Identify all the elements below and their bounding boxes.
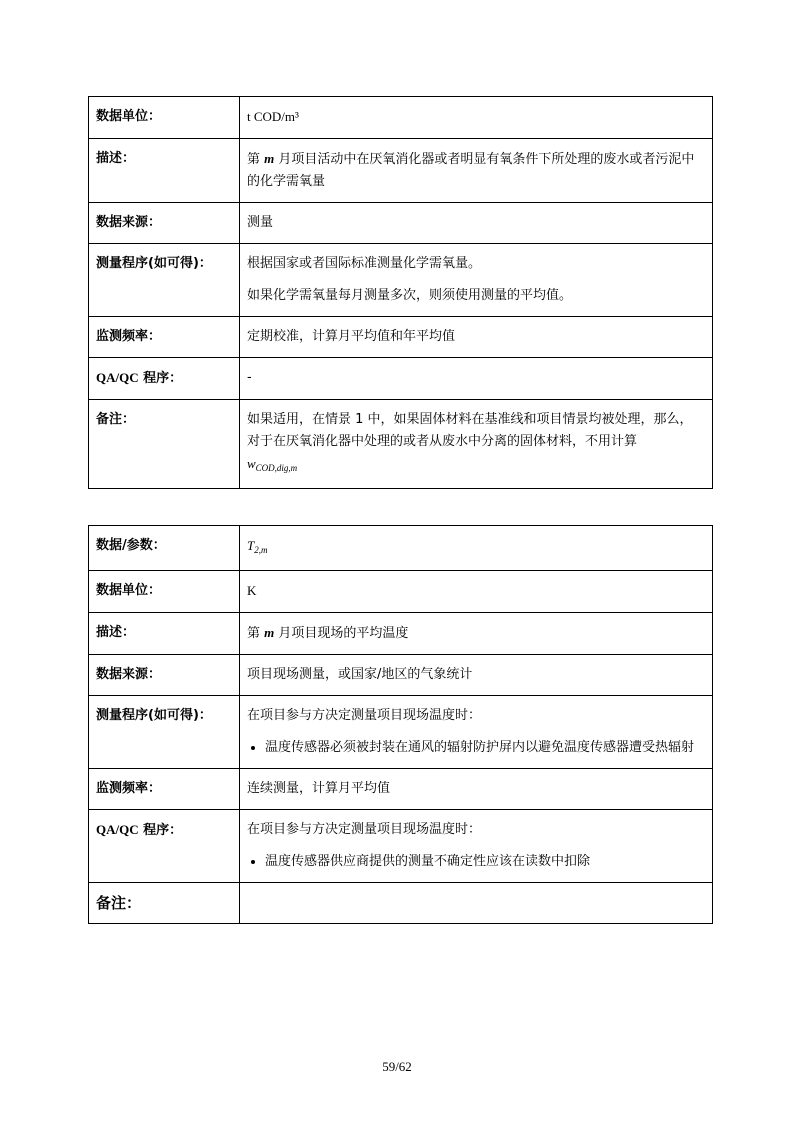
parameter-table-temperature (88, 525, 713, 924)
value-description: 第 m 月项目现场的平均温度 (240, 613, 713, 655)
label-measurement-procedure: 测量程序(如可得)： (89, 696, 240, 769)
procedure-bullet: • 温度传感器必须被封装在通风的辐射防护屏内以避免温度传感器遭受热辐射 (265, 737, 705, 759)
label-data-unit: 数据单位： (89, 97, 240, 139)
row-remarks (89, 883, 713, 924)
row-data-source (89, 203, 713, 244)
row-remarks (89, 400, 713, 489)
value-data-unit: t COD/m³ (240, 97, 713, 139)
row-monitoring-frequency (89, 769, 713, 810)
value-monitoring-frequency: 连续测量，计算月平均值 (240, 769, 713, 810)
value-data-source: 测量 (240, 203, 713, 244)
qa-qc-bullet-list (247, 851, 705, 873)
label-monitoring-frequency: 监测频率： (89, 769, 240, 810)
value-data-source: 项目现场测量，或国家/地区的气象统计 (240, 655, 713, 696)
row-measurement-procedure (89, 696, 713, 769)
qa-qc-bullet: • 温度传感器供应商提供的测量不确定性应该在读数中扣除 (265, 851, 705, 873)
row-data-parameter (89, 526, 713, 571)
procedure-line-1: 根据国家或者国际标准测量化学需氧量。 (247, 256, 482, 271)
label-data-source: 数据来源： (89, 203, 240, 244)
value-data-unit: K (240, 571, 713, 613)
label-measurement-procedure: 测量程序(如可得)： (89, 244, 240, 317)
procedure-bullet-list (247, 737, 705, 759)
label-remarks: 备注： (89, 400, 240, 489)
label-remarks: 备注： (89, 883, 240, 924)
label-qa-qc: QA/QC 程序： (89, 810, 240, 883)
label-data-source: 数据来源： (89, 655, 240, 696)
row-qa-qc (89, 810, 713, 883)
value-measurement-procedure (240, 696, 713, 769)
label-monitoring-frequency: 监测频率： (89, 317, 240, 358)
label-qa-qc: QA/QC 程序： (89, 358, 240, 400)
row-monitoring-frequency (89, 317, 713, 358)
label-description: 描述： (89, 613, 240, 655)
row-data-unit (89, 571, 713, 613)
label-data-unit: 数据单位： (89, 571, 240, 613)
page-number: 59/62 (382, 1059, 412, 1074)
label-data-parameter: 数据/参数： (89, 526, 240, 571)
value-data-parameter: $T_{2,m}$ (240, 526, 713, 571)
value-description: 第 m 月项目活动中在厌氧消化器或者明显有氧条件下所处理的废水或者污泥中的化学需氧量 (240, 139, 713, 203)
qa-qc-intro: 在项目参与方决定测量项目现场温度时： (247, 822, 482, 837)
value-monitoring-frequency: 定期校准，计算月平均值和年平均值 (240, 317, 713, 358)
value-measurement-procedure (240, 244, 713, 317)
row-measurement-procedure (89, 244, 713, 317)
row-data-source (89, 655, 713, 696)
row-qa-qc (89, 358, 713, 400)
value-qa-qc: - (240, 358, 713, 400)
value-remarks: 如果适用，在情景 1 中，如果固体材料在基准线和项目情景均被处理，那么，对于在厌氧消化器中处理的或者从废水中分离的固体材料，不用计算 $w_{COD,dig,m}$ (240, 400, 713, 489)
value-qa-qc (240, 810, 713, 883)
procedure-intro: 在项目参与方决定测量项目现场温度时： (247, 708, 482, 723)
label-description: 描述： (89, 139, 240, 203)
parameter-table-cod (88, 96, 713, 489)
row-description (89, 613, 713, 655)
row-data-unit (89, 97, 713, 139)
procedure-line-2: 如果化学需氧量每月测量多次，则须使用测量的平均值。 (247, 288, 573, 303)
row-description (89, 139, 713, 203)
value-remarks (240, 883, 713, 924)
